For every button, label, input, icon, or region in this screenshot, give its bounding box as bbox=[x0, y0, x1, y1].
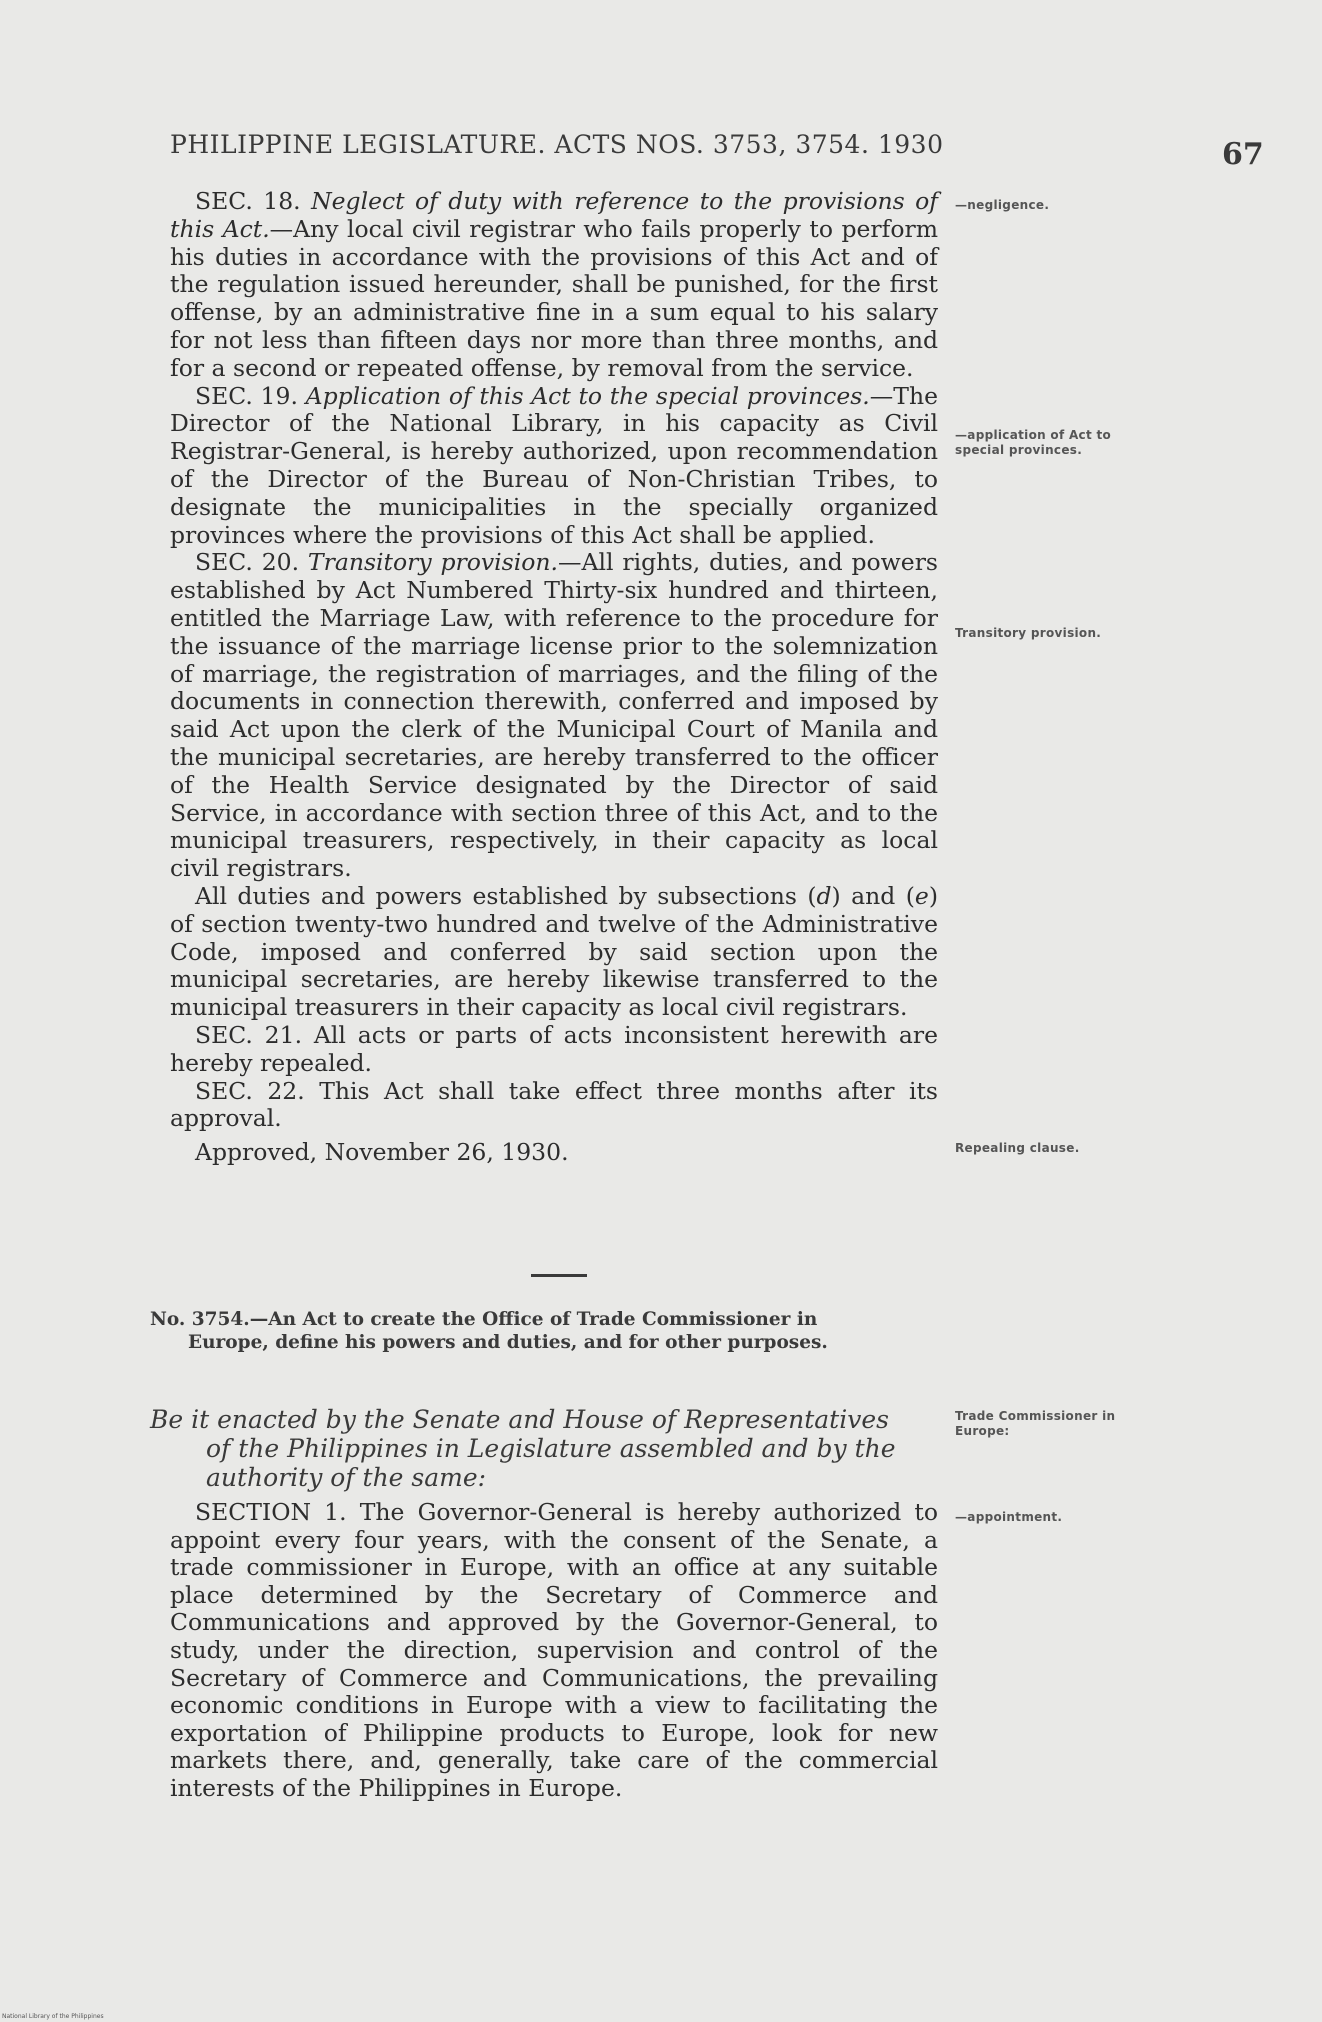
enacting-clause bbox=[150, 1405, 940, 1492]
section-18 bbox=[170, 188, 938, 383]
act-3754-section-1 bbox=[170, 1499, 938, 1803]
approval-date: Approved, November 26, 1930. bbox=[195, 1138, 569, 1167]
paragraph-text: All duties and powers established by subsections ( bbox=[195, 881, 817, 910]
section-prefix: SEC. 18. bbox=[195, 187, 301, 215]
enacting-line: Be it enacted by the Senate and House of Representatives bbox=[150, 1405, 889, 1434]
section-text: —The Director of the National Library, in his capacity as Civil Registrar-General, is hereby authorized, upon recommendation of the Director of the Bureau of Non-Christian Tribes, to designate the municipalities in the specially organized provinces where the provisions of this Act shall be applied. bbox=[170, 381, 938, 549]
section-text: —All rights, duties, and powers established by Act Numbered Thirty-six hundred and thirteen, entitled the Marriage Law, with reference to the procedure for the issuance of the marriage license prior to the solemnization of marriage, the registration of marriages, and the filing of the documents in connection therewith, conferred and imposed by said Act upon the clerk of the Municipal Court of Manila and the municipal secretaries, are hereby transferred to the officer of the Health Service designated by the Director of said Service, in accordance with section three of this Act, and to the municipal treasurers, respectively, in their capacity as local civil registrars. bbox=[170, 548, 938, 883]
section-21 bbox=[170, 1022, 938, 1078]
subsection-letter: e bbox=[914, 881, 929, 910]
section-22 bbox=[170, 1078, 938, 1134]
section-prefix: SEC. 22. bbox=[195, 1076, 305, 1105]
margin-note-transitory: Transitory provision. bbox=[955, 626, 1102, 640]
section-prefix: SEC. 21. bbox=[195, 1020, 303, 1049]
section-text: The Governor-General is hereby authorized to appoint every four years, with the consent of the Senate, a trade commissioner in Europe, with an office at any suitable place determined by the Secretary of Commerce and Communications and approved by the Governor-General, to study, under the direction, supervision and control of the Secretary of Commerce and Communications, the prevailing economic conditions in Europe with a view to facilitating the exportation of Philippine products to Europe, look for new markets there, and, generally, take care of the commercial interests of the Philippines in Europe. bbox=[170, 1498, 938, 1802]
acts-body bbox=[170, 188, 938, 1167]
scan-footer: National Library of the Philippines bbox=[2, 2013, 104, 2020]
section-prefix: SEC. 20. bbox=[195, 548, 300, 577]
section-title: Transitory provision. bbox=[307, 548, 559, 577]
section-text: This Act shall take effect three months after its approval. bbox=[170, 1076, 938, 1133]
section-prefix: SEC. 19. bbox=[195, 381, 298, 410]
margin-note-trade-commissioner: Trade Commissioner in Europe: bbox=[955, 1409, 1116, 1438]
section-title: Application of this Act to the special provinces. bbox=[305, 381, 870, 410]
section-text: —Any local civil registrar who fails properly to perform his duties in accordance with the provisions of this Act and of the regulation issued hereunder, shall be punished, for the first offense, by an administrative fine in a sum equal to his salary for not less than fifteen days nor more than three months, and for a second or repeated offense, by removal from the service. bbox=[170, 214, 939, 382]
running-head: PHILIPPINE LEGISLATURE. ACTS NOS. 3753, 3754. 1930 bbox=[170, 130, 944, 159]
margin-note-appointment: —appointment. bbox=[955, 1510, 1063, 1524]
margin-note-application: —application of Act to special provinces. bbox=[955, 428, 1112, 457]
section-title: Neglect of duty with reference to the provisions of this Act. bbox=[170, 187, 938, 243]
section-prefix: SECTION 1. bbox=[195, 1498, 347, 1526]
section-20 bbox=[170, 549, 938, 883]
act-title-line: No. 3754.—An Act to create the Office of Trade Commissioner in bbox=[150, 1309, 818, 1330]
page-number: 67 bbox=[1222, 137, 1264, 172]
enacting-line: authority of the same: bbox=[206, 1463, 487, 1492]
act-3754-title bbox=[150, 1308, 940, 1354]
act-title-line: Europe, define his powers and duties, and for other purposes. bbox=[188, 1332, 828, 1353]
section-text: All acts or parts of acts inconsistent herewith are hereby repealed. bbox=[170, 1020, 938, 1077]
subsection-letter: d bbox=[816, 881, 832, 910]
section-19 bbox=[170, 383, 938, 550]
margin-note-negligence: —negligence. bbox=[955, 198, 1050, 212]
margin-note-repealing: Repealing clause. bbox=[955, 1141, 1080, 1155]
enacting-line: of the Philippines in Legislature assembled and by the bbox=[206, 1434, 896, 1463]
paragraph-text: ) of section twenty-two hundred and twelve of the Administrative Code, imposed and conferred by said section upon the municipal secretaries, are hereby likewise transferred to the municipal treasurers in their capacity as local civil registrars. bbox=[170, 881, 938, 1022]
section-divider bbox=[531, 1274, 587, 1277]
section-20-paragraph-2 bbox=[170, 883, 938, 1022]
paragraph-text: ) and ( bbox=[831, 881, 915, 910]
